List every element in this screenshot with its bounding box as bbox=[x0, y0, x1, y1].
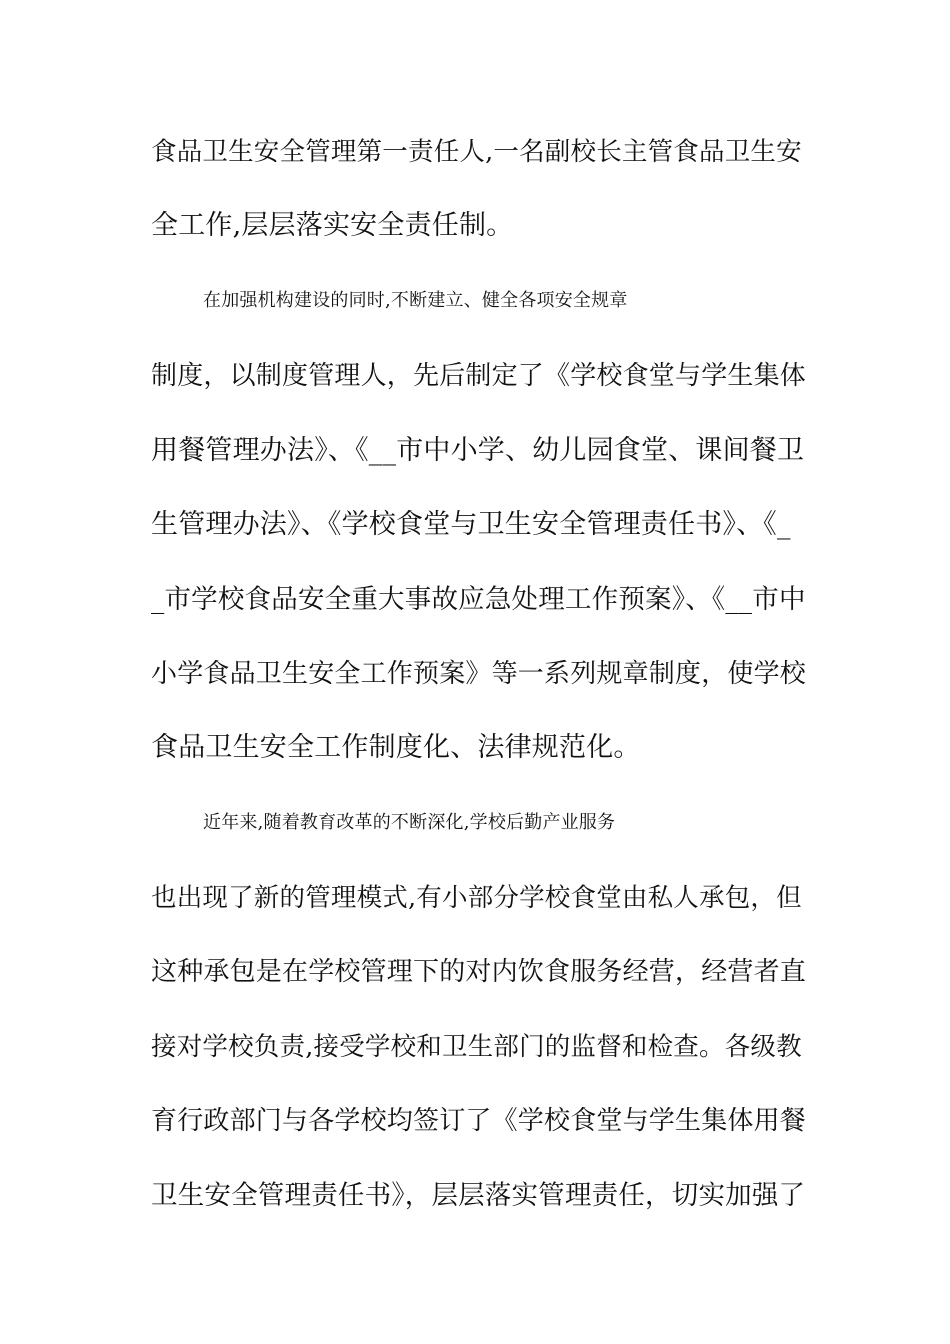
text-line: 食品卫生安全工作制度化、法律规范化。 bbox=[151, 732, 641, 763]
text-line: 卫生安全管理责任书》，层层落实管理责任，切实加强了 bbox=[151, 1180, 806, 1211]
text-line: 也出现了新的管理模式,有小部分学校食堂由私人承包，但 bbox=[151, 883, 802, 913]
text-line: 生管理办法》、《学校食堂与卫生安全管理责任书》、《_ bbox=[151, 509, 791, 540]
text-line: _市学校食品安全重大事故应急处理工作预案》、《__市中 bbox=[151, 584, 806, 615]
text-line: 食品卫生安全管理第一责任人,一名副校长主管食品卫生安 bbox=[151, 137, 802, 167]
paragraph-start-line: 在加强机构建设的同时,不断建立、健全各项安全规章 bbox=[203, 290, 628, 311]
text-line: 全工作,层层落实安全责任制。 bbox=[151, 210, 514, 241]
text-line: 育行政部门与各学校均签订了《学校食堂与学生集体用餐 bbox=[151, 1106, 807, 1136]
text-line: 接对学校负责,接受学校和卫生部门的监督和检查。各级教 bbox=[151, 1032, 802, 1062]
text-line: 用餐管理办法》、《__市中小学、幼儿园食堂、课间餐卫 bbox=[151, 435, 805, 466]
text-line: 制度，以制度管理人，先后制定了《学校食堂与学生集体 bbox=[151, 361, 807, 391]
text-line: 小学食品卫生安全工作预案》等一系列规章制度，使学校 bbox=[151, 659, 807, 689]
text-line: 这种承包是在学校管理下的对内饮食服务经营，经营者直 bbox=[151, 957, 807, 987]
paragraph-start-line: 近年来,随着教育改革的不断深化,学校后勤产业服务 bbox=[203, 812, 616, 833]
